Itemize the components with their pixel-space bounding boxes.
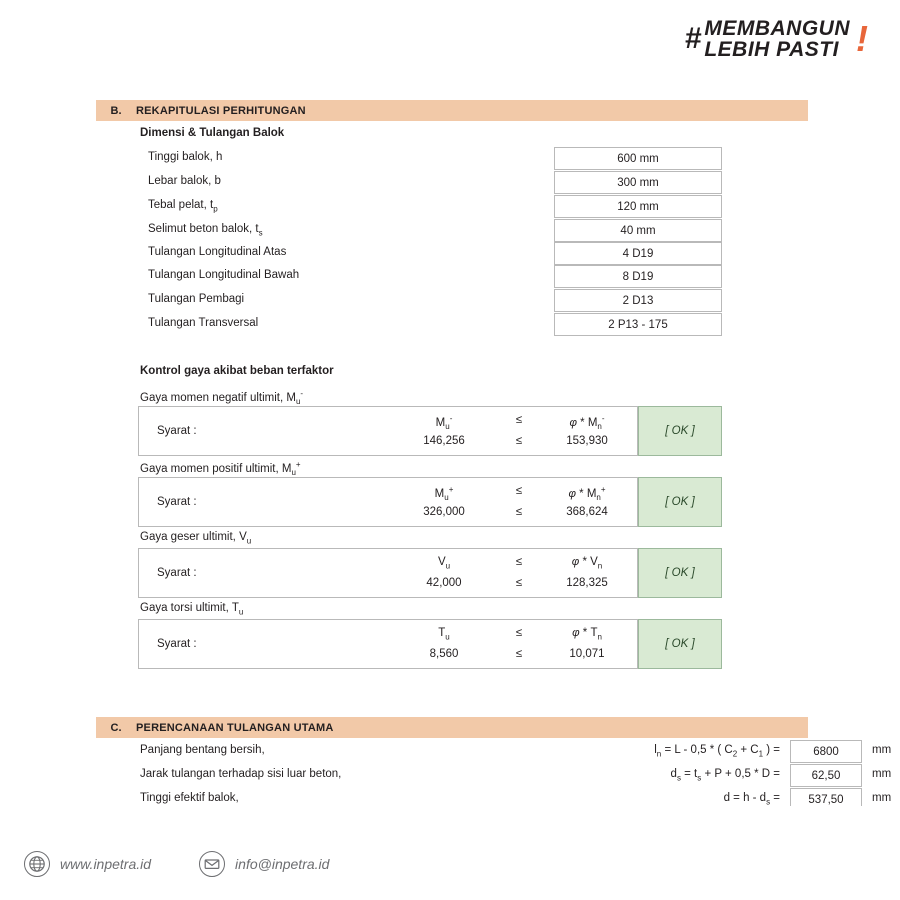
right-symbol: φ * $T_n$ <box>572 627 602 642</box>
table-row <box>140 740 892 764</box>
control-block-torsi <box>138 619 722 669</box>
section-c-header <box>96 717 808 738</box>
row-value: 8 D19 <box>554 265 722 288</box>
right-symbol: φ * $M_n^-$ <box>569 414 605 432</box>
left-symbol: $T_u$ <box>438 627 450 642</box>
left-value: 326,000 <box>423 506 465 518</box>
section-b-title: REKAPITULASI PERHITUNGAN <box>136 104 306 117</box>
table-row <box>148 242 722 266</box>
row-value: 120 mm <box>554 195 722 218</box>
table-row <box>148 289 722 313</box>
exclamation-icon: ! <box>856 17 868 59</box>
left-value: 146,256 <box>423 435 465 447</box>
status-badge: [ OK ] <box>638 619 722 669</box>
operator-symbol: ≤ <box>515 506 523 518</box>
left-symbol: $M_u^-$ <box>435 414 453 432</box>
row-value: 40 mm <box>554 219 722 242</box>
row-label: Tebal pelat, $t_p$ <box>148 199 218 214</box>
kontrol-gaya-heading: Kontrol gaya akibat beban terfaktor <box>140 365 334 377</box>
operator-symbol: ≤ <box>515 435 523 447</box>
row-label: Panjang bentang bersih, <box>140 744 265 756</box>
table-row <box>148 219 722 243</box>
operator-symbol: ≤ <box>515 627 523 639</box>
operator-symbol: ≤ <box>515 485 523 497</box>
section-b-letter: B. <box>110 104 122 117</box>
operator-symbol: ≤ <box>515 648 523 660</box>
right-value: 128,325 <box>566 577 608 589</box>
left-symbol: $M_u^+$ <box>434 485 454 503</box>
row-value: 300 mm <box>554 171 722 194</box>
row-value: 600 mm <box>554 147 722 170</box>
envelope-icon <box>199 851 225 877</box>
status-badge: [ OK ] <box>638 406 722 456</box>
control-body <box>138 548 638 598</box>
table-row <box>148 195 722 219</box>
table-row <box>148 265 722 289</box>
row-label: Tinggi efektif balok, <box>140 792 239 804</box>
dimensi-tulangan-heading: Dimensi & Tulangan Balok <box>140 127 285 139</box>
row-value: 2 P13 - 175 <box>554 313 722 336</box>
control-caption-geser: Gaya geser ultimit, $V_u$ <box>140 531 252 546</box>
brand-wordmark <box>704 18 850 60</box>
section-b-header <box>96 100 808 121</box>
row-unit: mm <box>872 792 892 804</box>
footer-email[interactable] <box>199 851 329 877</box>
page-footer <box>0 828 900 900</box>
left-value: 42,000 <box>426 577 462 589</box>
row-value: 537,50 <box>790 788 862 811</box>
row-value: 4 D19 <box>554 242 722 265</box>
row-label: Selimut beton balok, $t_s$ <box>148 223 263 238</box>
right-value: 153,930 <box>566 435 608 447</box>
row-value: 2 D13 <box>554 289 722 312</box>
row-label: Tulangan Pembagi <box>148 293 245 305</box>
control-body <box>138 477 638 527</box>
control-block-momen-negatif <box>138 406 722 456</box>
brand-logo <box>685 18 868 60</box>
table-row <box>148 147 722 171</box>
left-symbol: $V_u$ <box>437 556 451 571</box>
row-formula: $d = h - d_s$ = <box>723 792 780 807</box>
control-block-geser <box>138 548 722 598</box>
right-value: 10,071 <box>569 648 605 660</box>
syarat-label: Syarat : <box>157 638 197 650</box>
hash-icon: # <box>684 22 701 55</box>
row-unit: mm <box>872 768 892 780</box>
row-unit: mm <box>872 744 892 756</box>
row-label: Tulangan Longitudinal Atas <box>148 246 287 258</box>
row-label: Jarak tulangan terhadap sisi luar beton, <box>140 768 342 780</box>
syarat-label: Syarat : <box>157 425 197 437</box>
footer-website[interactable] <box>24 851 151 877</box>
right-symbol: φ * $V_n$ <box>571 556 603 571</box>
row-label: Tinggi balok, h <box>148 151 223 163</box>
row-value: 62,50 <box>790 764 862 787</box>
email-text: info@inpetra.id <box>235 856 330 872</box>
right-value: 368,624 <box>566 506 608 518</box>
section-c-letter: C. <box>110 721 122 734</box>
brand-line-1: MEMBANGUN <box>704 17 850 40</box>
row-label: Lebar balok, b <box>148 175 221 187</box>
table-row <box>148 171 722 195</box>
right-symbol: φ * $M_n^+$ <box>568 485 606 503</box>
table-row <box>140 764 892 788</box>
status-badge: [ OK ] <box>638 477 722 527</box>
row-label: Tulangan Transversal <box>148 317 259 329</box>
row-formula: $d_s = t_s + P + 0,5 * D$ = <box>670 768 780 783</box>
table-row <box>148 313 722 337</box>
control-caption-torsi: Gaya torsi ultimit, $T_u$ <box>140 602 244 617</box>
row-formula: $l_n = L - 0,5$ * ( $C_2 + C_1$ ) = <box>654 744 780 759</box>
row-label: Tulangan Longitudinal Bawah <box>148 269 300 281</box>
control-body <box>138 619 638 669</box>
operator-symbol: ≤ <box>515 414 523 426</box>
globe-icon <box>24 851 50 877</box>
syarat-label: Syarat : <box>157 567 197 579</box>
operator-symbol: ≤ <box>515 556 523 568</box>
row-value: 6800 <box>790 740 862 763</box>
syarat-label: Syarat : <box>157 496 197 508</box>
control-caption-momen-negatif: Gaya momen negatif ultimit, $M_u^-$ <box>140 389 304 407</box>
brand-line-2: LEBIH PASTI <box>704 38 839 61</box>
status-badge: [ OK ] <box>638 548 722 598</box>
left-value: 8,560 <box>429 648 459 660</box>
control-caption-momen-positif: Gaya momen positif ultimit, $M_u^+$ <box>140 460 301 478</box>
section-c-title: PERENCANAAN TULANGAN UTAMA <box>136 721 334 734</box>
website-text: www.inpetra.id <box>60 856 152 872</box>
control-block-momen-positif <box>138 477 722 527</box>
operator-symbol: ≤ <box>515 577 523 589</box>
control-body <box>138 406 638 456</box>
